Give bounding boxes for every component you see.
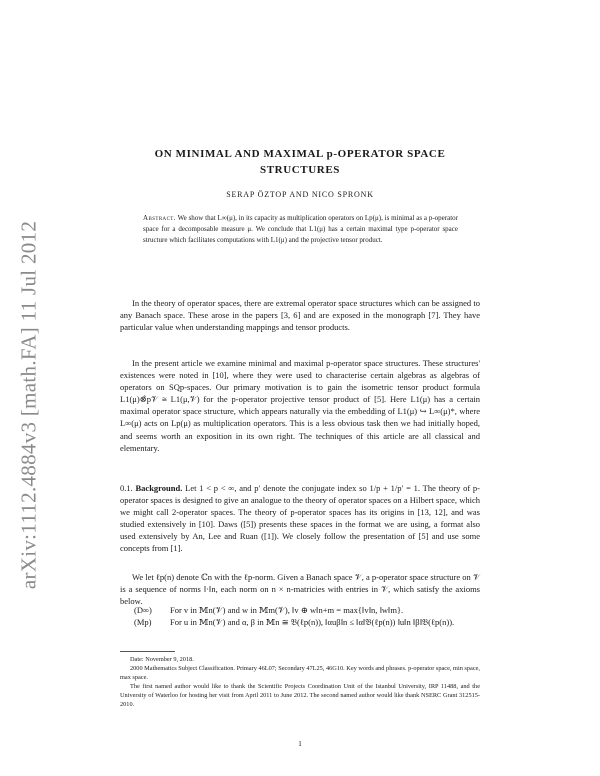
abstract-text: We show that L∞(μ), in its capacity as multiplication operators on Lp(μ), is minimal as a p-operator space for a decomposable measure μ. We conclude that L1(μ) has a certain maximal type p-operator space structure which facilitates computations with L1(μ) and the projective tensor product. xyxy=(143,214,458,244)
axiom-tag: (D∞) xyxy=(134,605,152,615)
section-text: Let 1 < p < ∞, and p′ denote the conjugate index so 1/p + 1/p′ = 1. The theory of p-operator spaces is designed to give an analogue to the theory of operator spaces on a Hilbert space, which we might call 2-operator spaces. The theory of p-operator spaces has its origins in [13, 12], and was studied extensively in [10]. Daws ([5]) presents these spaces in the format we are using, a format also used extensively by An, Lee and Ruan ([1]). We closely follow the presentation of [5] and use some concepts from [1]. xyxy=(120,483,481,554)
paragraph-text: We let ℓp(n) denote ℂn with the ℓp-norm. Given a Banach space 𝒱, a p-operator space structure on 𝒱 is a sequence of norms ‖·‖n, each norm on n × n-matricies with entries in 𝒱, which satisfy the axioms below. xyxy=(120,572,480,607)
section-title: Background. xyxy=(135,483,183,493)
footnotes xyxy=(120,655,480,709)
title-line-2: STRUCTURES xyxy=(260,164,340,176)
axiom-m-p xyxy=(120,616,480,628)
intro-paragraph-1 xyxy=(120,297,480,333)
axiom-tag: (Mp) xyxy=(134,617,152,628)
paragraph-text: In the present article we examine minimal and maximal p-operator space structures. These structures' existences were noted in [10], where they were used to characterise certain algebras as algebras of operators on SQp-spaces. Our primary motivation is to gain the isometric tensor product formula L1(μ)⊗̂p𝒱 ≅ L1(μ,𝒱) for the p-operator projective tensor product of [5]. Here L1(μ) has a certain maximal operator space structure, which appears naturally via the embedding of L1(μ) ↪ L∞(μ)*, where L∞(μ) acts on Lp(μ) as multiplication operators. This is a less obvious task then we had initially hoped, and seems worth an exposition in its own right. The techniques of this article are all classical and elementary. xyxy=(120,358,480,453)
axiom-d-infinity xyxy=(120,604,480,616)
page-number: 1 xyxy=(298,739,302,748)
section-number: 0.1. xyxy=(120,483,133,493)
footnote-thanks: The first named author would like to thank the Scientific Projects Coordination Unit of the Istanbul University, IRP 11488, and the University of Waterloo for hosting her visit from April 2011 to June 2012. The second named author would like thank NSERC Grant 312515-2010. xyxy=(120,683,480,708)
intro-paragraph-2 xyxy=(120,357,480,454)
axiom-list xyxy=(120,604,480,628)
abstract xyxy=(143,213,458,246)
arxiv-stamp xyxy=(14,215,44,595)
axiom-text: For v in 𝕄n(𝒱) and w in 𝕄m(𝒱), ‖v ⊕ w‖n+m = max{‖v‖n, ‖w‖m}. xyxy=(170,605,404,615)
axiom-text: For u in 𝕄n(𝒱) and α, β in 𝕄n ≅ 𝔅(ℓp(n)), ‖αuβ‖n ≤ ‖α‖𝔅(ℓp(n)) ‖u‖n ‖β‖𝔅(ℓp(n)). xyxy=(170,617,455,628)
footnote-rule xyxy=(120,651,175,652)
arxiv-stamp-text: arXiv:1112.4884v3 [math.FA] 11 Jul 2012 xyxy=(16,220,41,590)
paragraph-text: In the theory of operator spaces, there are extremal operator space structures which can be assigned to any Banach space. These arose in the papers [3, 6] and are exposed in the monograph [7]. They have particular value when understanding mappings and tensor products. xyxy=(120,298,480,333)
paper-title xyxy=(120,146,480,178)
background-paragraph-2 xyxy=(120,571,480,607)
background-section xyxy=(120,482,480,555)
authors: SERAP ÖZTOP AND NICO SPRONK xyxy=(226,190,374,199)
title-line-1: ON MINIMAL AND MAXIMAL p-OPERATOR SPACE xyxy=(154,148,446,160)
abstract-label: Abstract. xyxy=(143,214,176,222)
footnote-date: Date: November 9, 2018. xyxy=(130,656,194,663)
footnote-msc: 2000 Mathematics Subject Classification. Primary 46L07; Secondary 47L25, 46G10. Key words and phrases. p-operator space, min space, max space. xyxy=(120,665,480,681)
